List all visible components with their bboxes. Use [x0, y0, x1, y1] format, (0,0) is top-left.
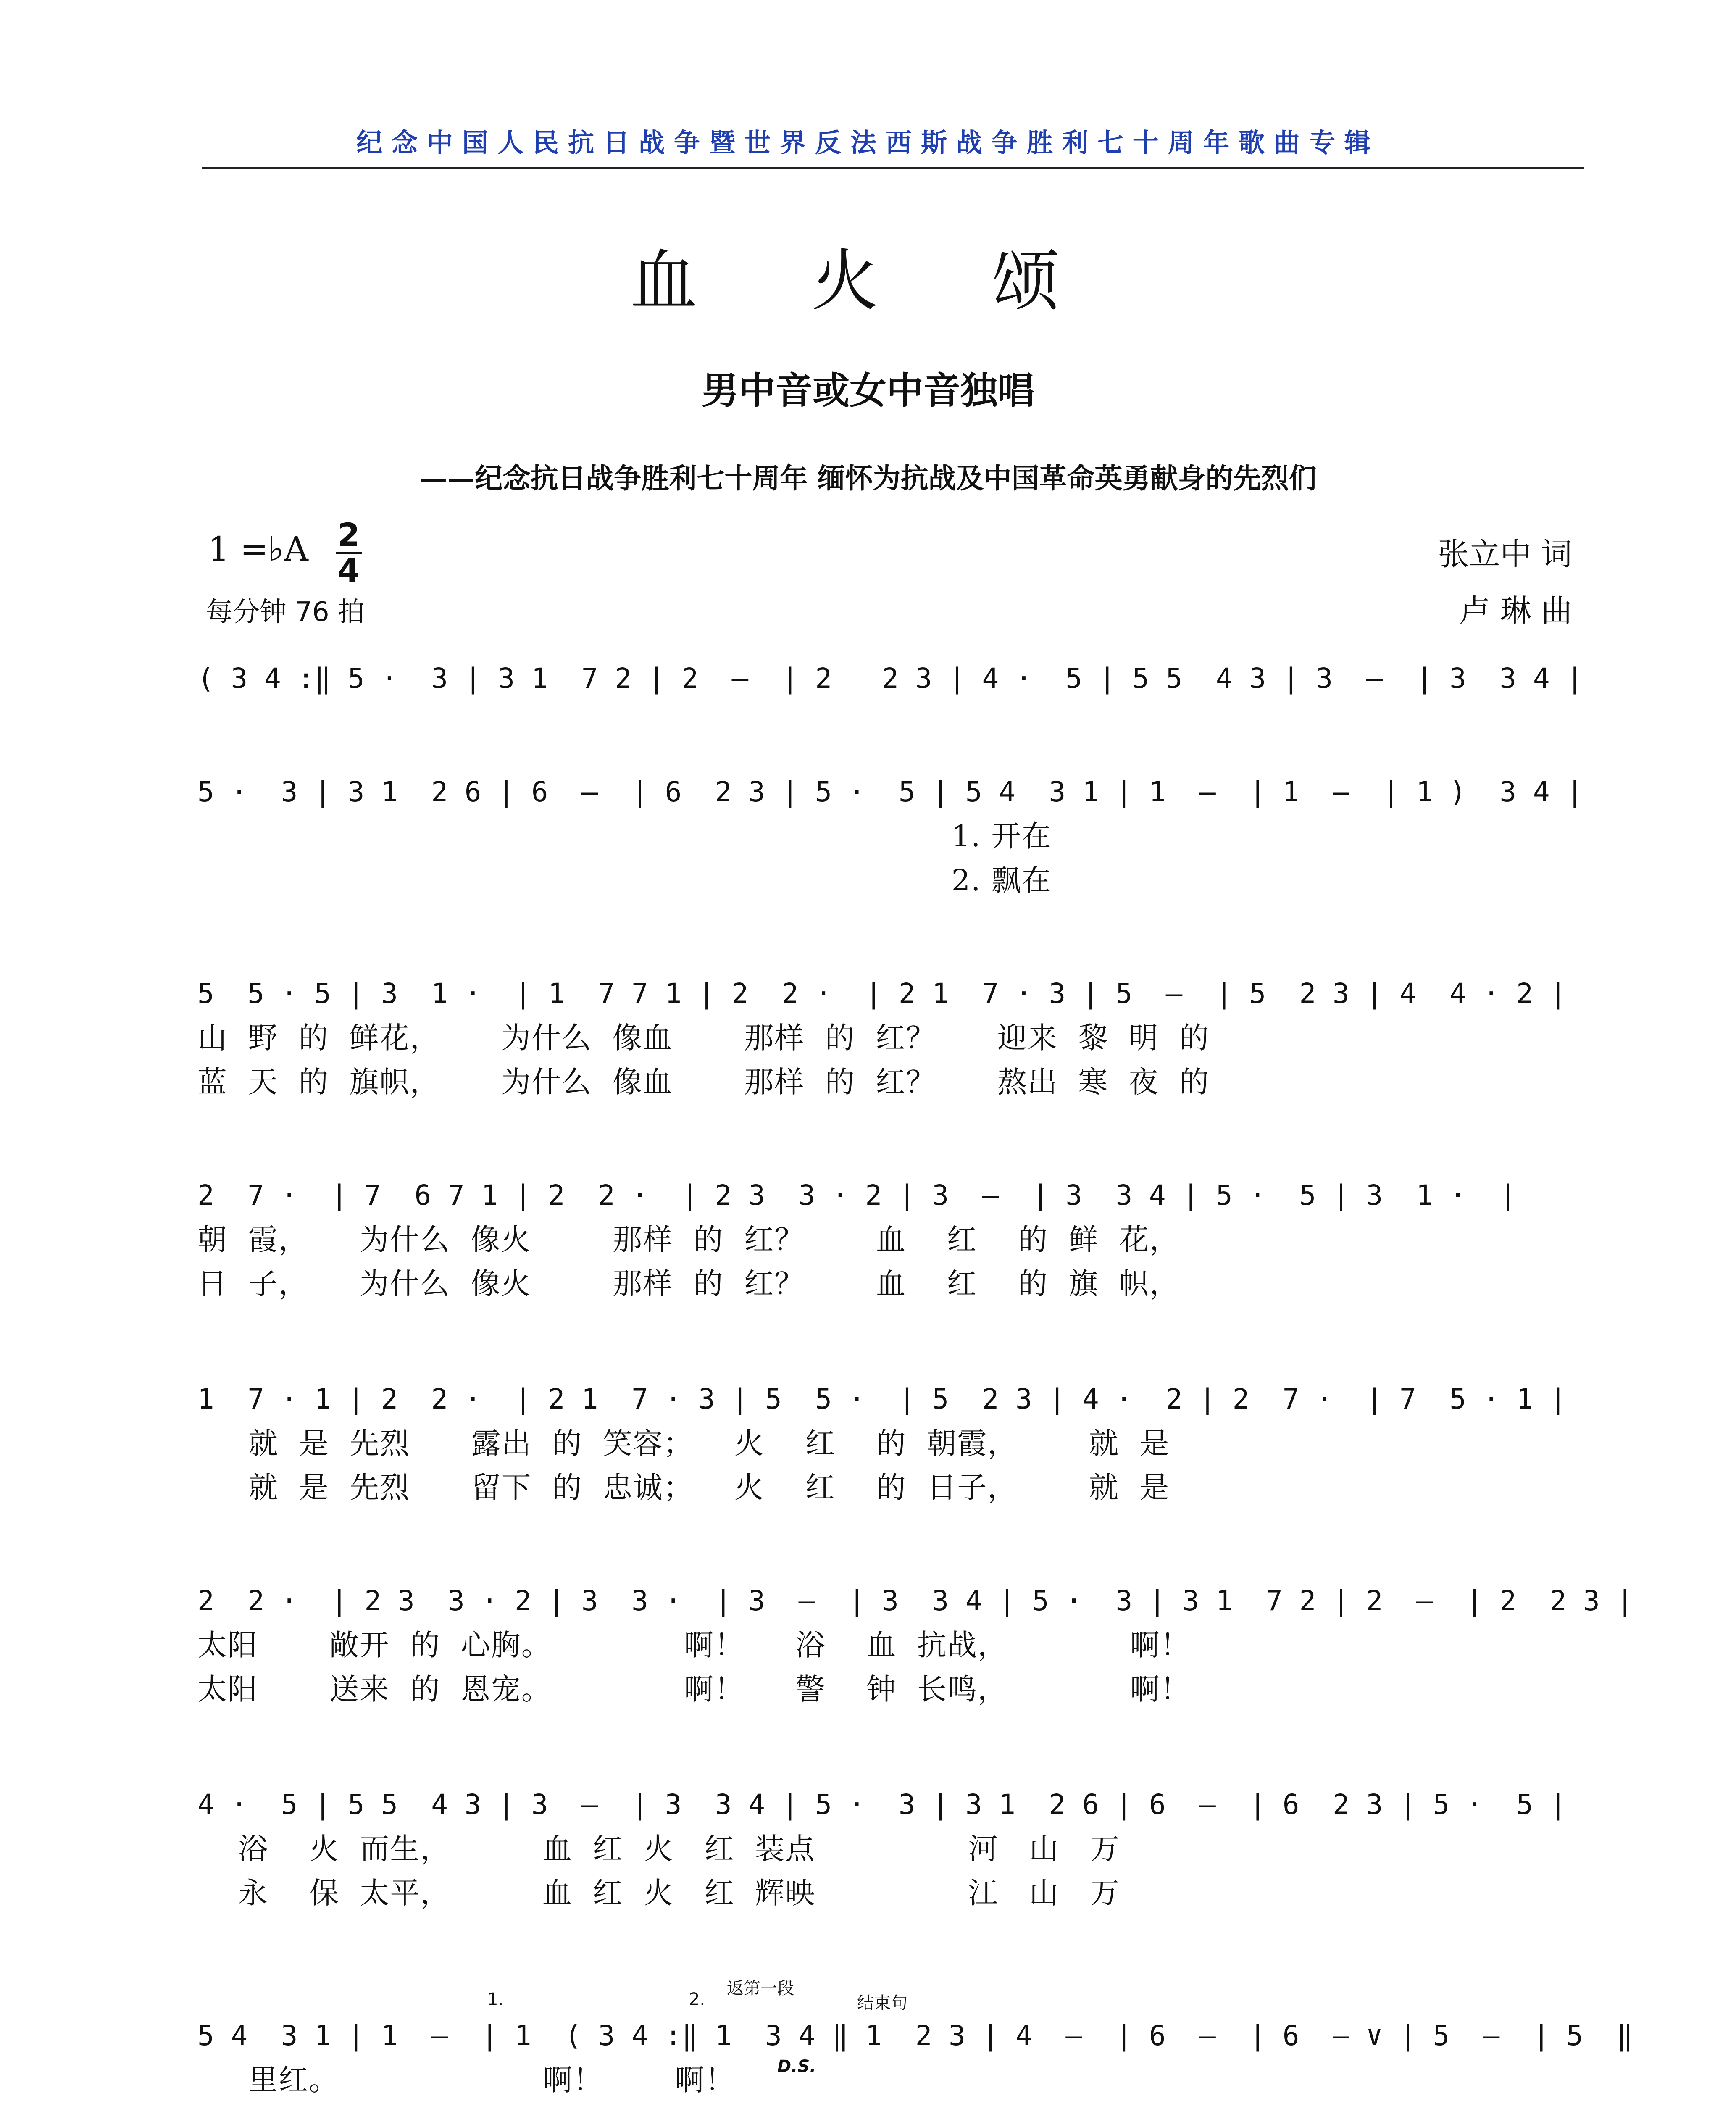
time-signature [334, 516, 363, 589]
time-signature-top: 2 [337, 516, 360, 553]
notation-line: 5 · 3 | 3 1 2 6 | 6 – | 6 2 3 | 5 · 5 | 5 4 3 1 | 1 – | 1 – | 1 ) 3 4 | [197, 776, 1583, 808]
verse-2-lyric: 2. 飘在 [197, 863, 1052, 898]
score-line-7 [197, 1786, 1588, 2004]
notation-line: 5 4 3 1 | 1 – | 1 ( 3 4 :‖ 1 3 4 ‖ 1 2 3 | 4 – | 6 – | 6 – ∨ | 5 – | 5 ‖ [197, 2019, 1633, 2052]
notation-line: 4 · 5 | 5 5 4 3 | 3 – | 3 3 4 | 5 · 3 | 3 1 2 6 | 6 – | 6 2 3 | 5 · 5 | [197, 1788, 1567, 1821]
verse-2-lyric: 永 保 太平， 血 红 火 红 辉映 江 山 万 [197, 1876, 1121, 1910]
score-line-4 [197, 1177, 1588, 1395]
score-line-5 [197, 1380, 1588, 1599]
score-line-8 [197, 1979, 1633, 2101]
song-subtitle: 男中音或女中音独唱 [701, 369, 1034, 412]
key-signature: 1 =♭A [208, 529, 308, 569]
tempo-marking: 每分钟 76 拍 [206, 597, 365, 628]
time-signature-bottom: 4 [337, 552, 360, 589]
verse-1-lyric: 就 是 先烈 露出 的 笑容； 火 红 的 朝霞， 就 是 [197, 1426, 1170, 1461]
first-ending-mark: 1. [487, 1990, 504, 2009]
notation-line: 5 5 · 5 | 3 1 · | 1 7 7 1 | 2 2 · | 2 1 7 · 3 | 5 – | 5 2 3 | 4 4 · 2 | [197, 977, 1567, 1010]
score-line-6 [197, 1582, 1633, 1801]
song-title: 血 火 颂 [630, 242, 1106, 320]
composer-credit: 卢 琳 曲 [1459, 593, 1572, 629]
notation-line: 1 7 · 1 | 2 2 · | 2 1 7 · 3 | 5 5 · | 5 2 3 | 4 · 2 | 2 7 · | 7 5 · 1 | [197, 1383, 1567, 1415]
verse-1-lyric: 1. 开在 [197, 819, 1052, 853]
verse-1-lyric: 山 野 的 鲜花， 为什么 像血 那样 的 红？ 迎来 黎 明 的 [197, 1021, 1210, 1055]
notation-line: 2 2 · | 2 3 3 · 2 | 3 3 · | 3 – | 3 3 4 | 5 · 3 | 3 1 7 2 | 2 – | 2 2 3 | [197, 1585, 1633, 1617]
verse-1-lyric: 浴 火 而生， 血 红 火 红 装点 河 山 万 [197, 1832, 1121, 1866]
verse-2-lyric: 就 是 先烈 留下 的 忠诚； 火 红 的 日子， 就 是 [197, 1470, 1170, 1505]
song-dedication: ——纪念抗日战争胜利七十周年 缅怀为抗战及中国革命英勇献身的先烈们 [419, 462, 1317, 495]
lyricist-credit: 张立中 词 [1438, 536, 1572, 572]
verse-1-lyric: 太阳 敞开 的 心胸。 啊！ 浴 血 抗战， 啊！ [197, 1628, 1191, 1662]
verse-1-lyric: 朝 霞， 为什么 像火 那样 的 红？ 血 红 的 鲜 花， [197, 1222, 1180, 1257]
header-divider [202, 167, 1584, 169]
repeat-instruction: 返第一段 [727, 1979, 794, 1998]
dal-segno-mark: D.S. [777, 2057, 816, 2076]
second-ending-mark: 2. [689, 1990, 705, 2009]
score-line-3 [197, 975, 1588, 1193]
notation-line: ( 3 4 :‖ 5 · 3 | 3 1 7 2 | 2 – | 2 2 3 | 4 · 5 | 5 5 4 3 | 3 – | 3 3 4 | [197, 662, 1583, 695]
notation-line: 2 7 · | 7 6 7 1 | 2 2 · | 2 3 3 · 2 | 3 – | 3 3 4 | 5 · 5 | 3 1 · | [197, 1179, 1517, 1211]
verse-2-lyric: 日 子， 为什么 像火 那样 的 红？ 血 红 的 旗 帜， [197, 1266, 1180, 1301]
coda-label: 结束句 [857, 1993, 907, 2013]
verse-2-lyric: 蓝 天 的 旗帜， 为什么 像血 那样 的 红？ 熬出 寒 夜 的 [197, 1065, 1210, 1099]
album-banner: 纪念中国人民抗日战争暨世界反法西斯战争胜利七十周年歌曲专辑 [356, 127, 1380, 158]
score-line-2 [197, 773, 1588, 992]
verse-1-lyric: 里红。 啊！ 啊！ [197, 2063, 736, 2097]
verse-2-lyric: 太阳 送来 的 恩宠。 啊！ 警 钟 长鸣， 啊！ [197, 1672, 1191, 1706]
